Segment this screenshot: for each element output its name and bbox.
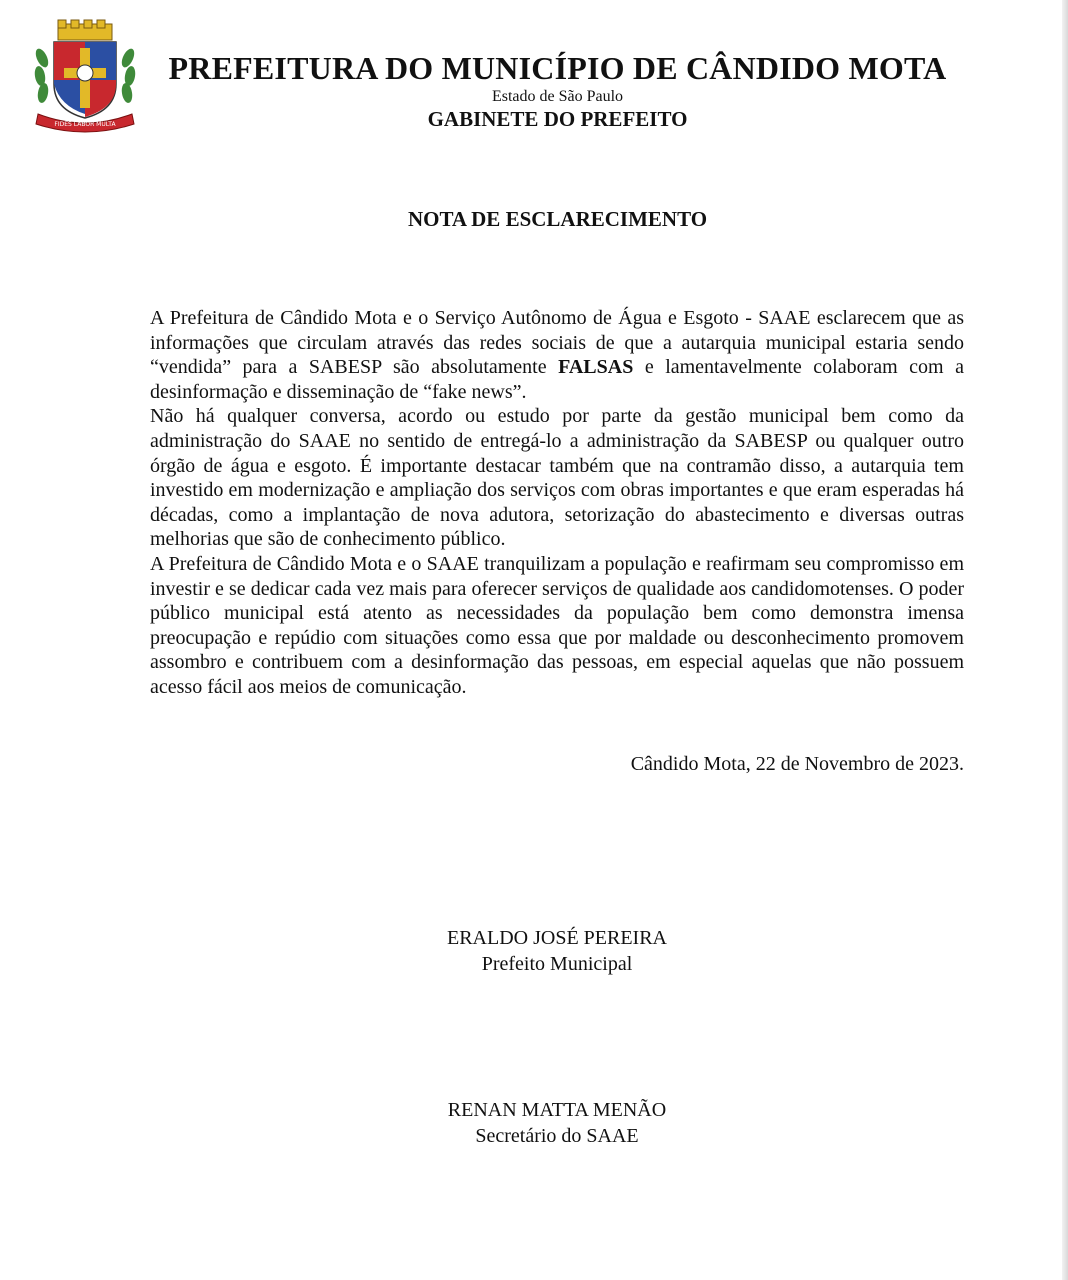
- paragraph-1-text: A Prefeitura de Cândido Mota e o Serviço Autônomo de Água e Esgoto - SAAE esclarecem que as informações que circulam através das redes sociais de que a autarquia municipal estaria sendo “vendida” para a SABESP são absolutamente: [150, 307, 964, 379]
- coat-motto: FIDES LABOR MULTA: [54, 121, 116, 128]
- department-title: GABINETE DO PREFEITO: [427, 107, 688, 131]
- state-subtitle: Estado de São Paulo: [491, 88, 624, 105]
- signatory-role: Prefeito Municipal: [481, 953, 633, 975]
- document-body: [150, 306, 964, 700]
- coat-of-arms-logo: [30, 18, 140, 138]
- paragraph-1: [150, 306, 964, 404]
- document-title: NOTA DE ESCLARECIMENTO: [407, 207, 708, 231]
- paragraph-3: A Prefeitura de Cândido Mota e o SAAE tranquilizam a população e reafirmam seu compromisso em investir e se dedicar cada vez mais para oferecer serviços de qualidade aos candidomotenses. O poder público municipal está atento as necessidades da população bem como demonstra imensa preocupação e repúdio com situações como essa que por maldade ou desconhecimento promovem assombro e contribuem com a desinformação das pessoas, em especial aquelas que não possuem acesso fácil aos meios de comunicação.: [150, 552, 964, 698]
- signature-block-mayor: [330, 925, 784, 977]
- paragraph-1-text-end: e lamentavelmente colaboram com a desinformação e disseminação de “fake news”.: [150, 356, 964, 403]
- municipality-title: PREFEITURA DO MUNICÍPIO DE CÂNDIDO MOTA: [168, 50, 947, 86]
- page-edge-shadow: [1062, 0, 1068, 1280]
- date-line: Cândido Mota, 22 de Novembro de 2023.: [630, 753, 964, 775]
- paragraph-1-bold-word: FALSAS: [558, 356, 634, 379]
- signatory-name: RENAN MATTA MENÃO: [447, 1099, 667, 1121]
- signature-block-saae: [330, 1097, 784, 1149]
- paragraph-2: Não há qualquer conversa, acordo ou estudo por parte da gestão municipal bem como da administração do SAAE no sentido de entregá-lo a administração da SABESP ou qualquer outro órgão de água e esgoto. É importante destacar também que na contramão disso, a autarquia tem investido em modernização e ampliação dos serviços com obras importantes e que eram esperadas há décadas, como a implantação de nova adutora, setorização do abastecimento e diversas outras melhorias que são de conhecimento público.: [150, 405, 964, 551]
- signatory-name: ERALDO JOSÉ PEREIRA: [446, 927, 667, 949]
- signatory-role: Secretário do SAAE: [475, 1125, 639, 1147]
